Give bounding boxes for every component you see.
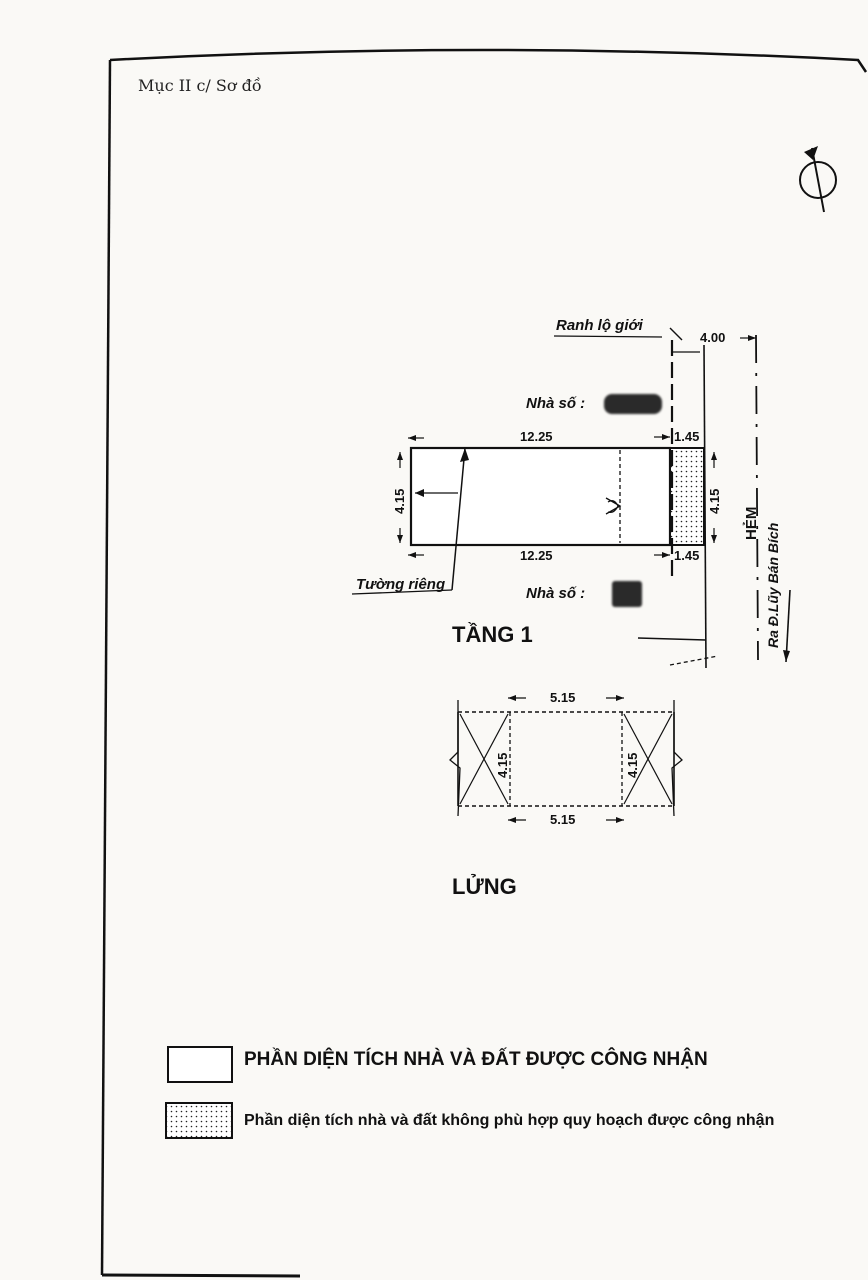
page-frame-left <box>102 60 110 1275</box>
length-top-dim: 12.25 <box>520 429 553 444</box>
floor1-title: TẦNG 1 <box>452 622 533 647</box>
redacted-house-number <box>612 581 642 607</box>
redacted-house-number <box>604 394 662 414</box>
floor1-setback-area <box>670 448 704 545</box>
floor1-house-area <box>411 448 670 545</box>
mezz-width-right-dim: 4.15 <box>625 752 640 778</box>
setback-top-dim: 1.45 <box>674 429 700 444</box>
alley-direction: Ra Đ.Lũy Bán Bích <box>765 522 781 648</box>
legend-recognized-swatch <box>168 1047 232 1082</box>
width-right-dim: 4.15 <box>707 488 722 514</box>
setback-label: Ranh lộ giới <box>556 317 643 334</box>
mezz-length-bottom-dim: 5.15 <box>550 812 576 827</box>
setback-bottom-dim: 1.45 <box>674 548 700 563</box>
section-header: Mục II c/ Sơ đồ <box>138 76 262 95</box>
house-number-bottom: Nhà số : <box>526 585 586 602</box>
house-number-top: Nhà số : <box>526 395 586 412</box>
mezzanine-title: LỬNG <box>452 874 517 899</box>
alley-width-dim: 4.00 <box>700 330 726 345</box>
mezz-width-left-dim: 4.15 <box>495 752 510 778</box>
legend-recognized-label: PHẦN DIỆN TÍCH NHÀ VÀ ĐẤT ĐƯỢC CÔNG NHẬN <box>244 1049 708 1070</box>
alley-name: HẺM <box>743 506 760 540</box>
private-wall-label: Tường riêng <box>356 576 446 593</box>
mezz-length-top-dim: 5.15 <box>550 690 576 705</box>
page-frame <box>110 50 866 72</box>
length-bottom-dim: 12.25 <box>520 548 553 563</box>
north-arrow-icon <box>800 146 836 212</box>
width-left-dim: 4.15 <box>392 488 407 514</box>
alley-edge <box>704 345 706 668</box>
mezzanine-plan <box>450 695 682 823</box>
legend-not-conforming-label: Phần diện tích nhà và đất không phù hợp quy hoạch được công nhận <box>244 1112 775 1129</box>
legend-not-conforming-swatch <box>166 1103 232 1138</box>
